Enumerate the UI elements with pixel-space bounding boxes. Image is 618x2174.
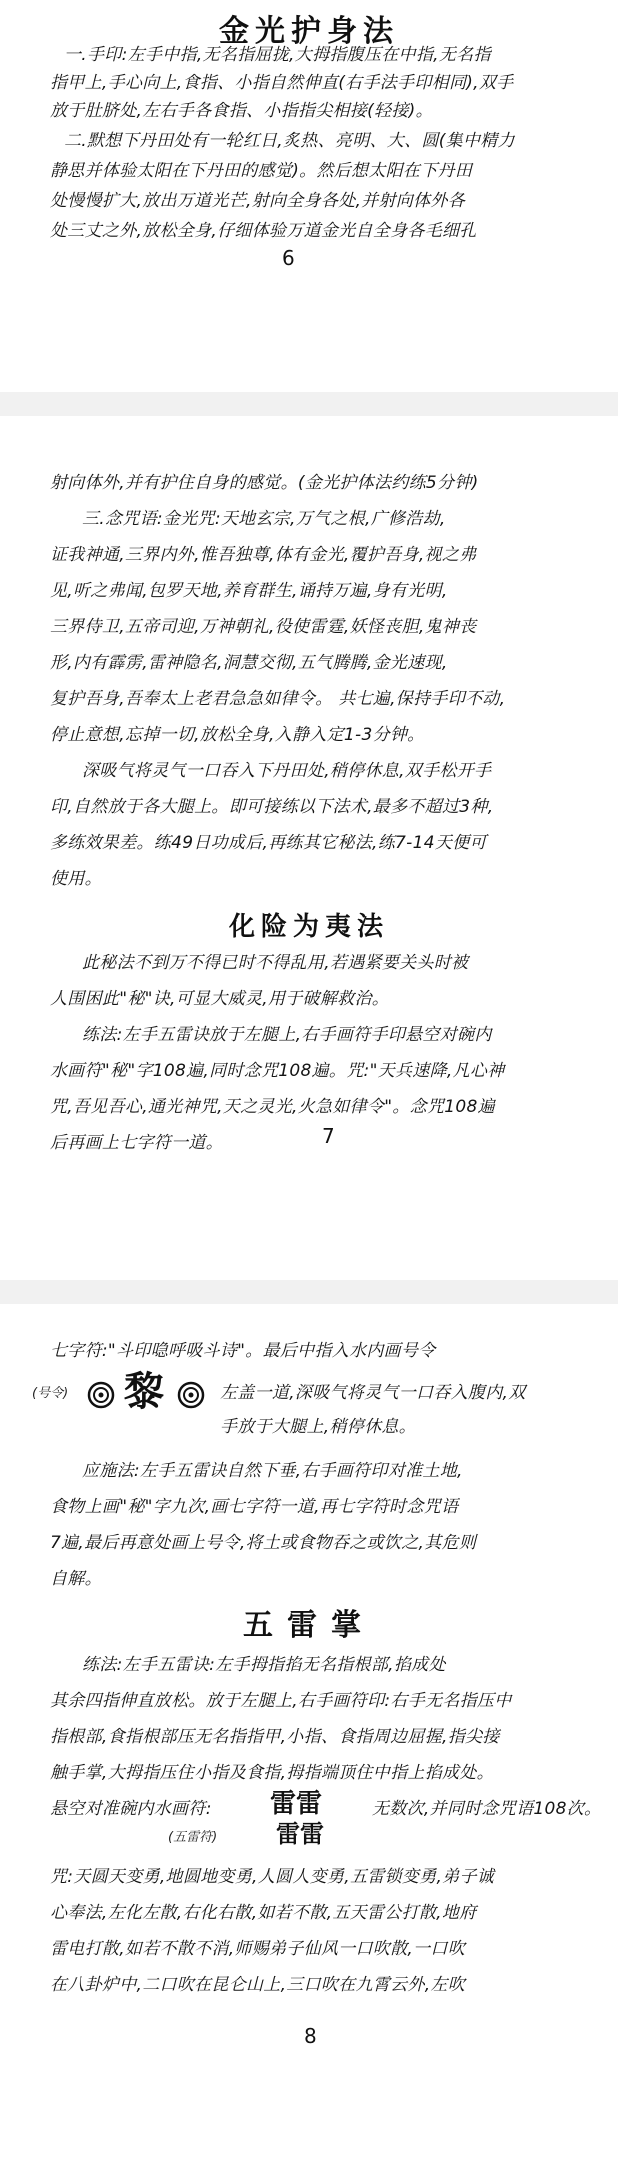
page-8 [0, 1304, 618, 2174]
text-line: 使用。 [50, 869, 102, 889]
text-line: 水画符"秘"字108遍,同时念咒108遍。咒:"天兵速降,凡心神 [50, 1061, 505, 1081]
text-line: 应施法:左手五雷诀自然下垂,右手画符印对准土地, [82, 1461, 463, 1481]
text-line: 指根部,食指根部压无名指指甲,小指、食指周边屈握,指尖接 [50, 1727, 500, 1747]
spiral-seal-icon [176, 1380, 206, 1410]
section-title: 化险为夷法 [228, 912, 389, 942]
text-line: 雷电打散,如若不散不消,师赐弟子仙风一口吹散,一口吹 [50, 1939, 466, 1959]
text-line: 触手掌,大拇指压住小指及食指,拇指端顶住中指上掐成处。 [50, 1763, 494, 1783]
page-number: 6 [282, 246, 295, 270]
text-line: 七字符:"斗印喼呼吸斗诗"。最后中指入水内画号令 [50, 1341, 436, 1361]
text-line: 射向体外,并有护住自身的感觉。(金光护体法约练5分钟) [50, 473, 479, 493]
five-thunder-talisman: 雷雷 [276, 1819, 324, 1848]
section-title: 五雷掌 [243, 1608, 375, 1643]
text-line: 此秘法不到万不得已时不得乱用,若遇紧要关头时被 [82, 953, 469, 973]
text-line: 多练效果差。练49日功成后,再练其它秘法,练7-14天便可 [50, 833, 487, 853]
text-line: 人围困此"秘"诀,可显大威灵,用于破解救治。 [50, 989, 390, 1009]
text-line: 一.手印:左手中指,无名指屈拢,大拇指腹压在中指,无名指 [64, 45, 491, 65]
text-line: 其余四指伸直放松。放于左腿上,右手画符印:右手无名指压中 [50, 1691, 512, 1711]
text-line: 处三丈之外,放松全身,仔细体验万道金光自全身各毛细孔 [50, 221, 477, 241]
text-line: 练法:左手五雷诀放于左腿上,右手画符手印悬空对碗内 [82, 1025, 492, 1045]
text-line: 手放于大腿上,稍停休息。 [220, 1417, 417, 1437]
text-line: 练法:左手五雷诀:左手拇指掐无名指根部,掐成处 [82, 1655, 446, 1675]
text-line: 三.念咒语:金光咒:天地玄宗,万气之根,广修浩劫, [82, 509, 446, 529]
text-line: 形,内有霹雳,雷神隐名,洞慧交彻,五气腾腾,金光速现, [50, 653, 448, 673]
text-line: 后再画上七字符一道。 [50, 1133, 223, 1153]
text-line: 处慢慢扩大,放出万道光芒,射向全身各处,并射向体外各 [50, 191, 466, 211]
text-line: 左盖一道,深吸气将灵气一口吞入腹内,双 [220, 1383, 526, 1403]
text-line: 在八卦炉中,二口吹在昆仑山上,三口吹在九霄云外,左吹 [50, 1975, 466, 1995]
text-line: 证我神通,三界内外,惟吾独尊,体有金光,覆护吾身,视之弗 [50, 545, 477, 565]
page-gap [0, 1280, 618, 1304]
seal-label: (号令) [32, 1386, 69, 1401]
text-line: 自解。 [50, 1569, 102, 1589]
text-line: 食物上画"秘"字九次,画七字符一道,再七字符时念咒语 [50, 1497, 459, 1517]
page-gap [0, 392, 618, 416]
text-line: 心奉法,左化左散,右化右散,如若不散,五天雷公打散,地府 [50, 1903, 477, 1923]
text-line: 二.默想下丹田处有一轮红日,炙热、亮明、大、圆(集中精力 [64, 131, 515, 151]
text-line: 7遍,最后再意处画上号令,将土或食物吞之或饮之,其危则 [50, 1533, 477, 1553]
page-number: 7 [322, 1124, 335, 1148]
page-6 [0, 0, 618, 392]
text-line: 放于肚脐处,左右手各食指、小指指尖相接(轻接)。 [50, 101, 433, 121]
text-line: 见,听之弗闻,包罗天地,养育群生,诵持万遍,身有光明, [50, 581, 448, 601]
text-line: 咒:天圆天变勇,地圆地变勇,人圆人变勇,五雷锁变勇,弟子诚 [50, 1867, 495, 1887]
text-line: 三界侍卫,五帝司迎,万神朝礼,役使雷霆,妖怪丧胆,鬼神丧 [50, 617, 477, 637]
text-line: 深吸气将灵气一口吞入下丹田处,稍停休息,双手松开手 [82, 761, 492, 781]
spiral-seal-icon [86, 1380, 116, 1410]
page-title: 金光护身法 [219, 14, 399, 49]
text-line: 悬空对准碗内水画符: [50, 1799, 212, 1819]
text-line: 复护吾身,吾奉太上老君急急如律令。 共七遍,保持手印不动, [50, 689, 506, 709]
command-talisman: 黎 [124, 1368, 160, 1415]
text-line: 印,自然放于各大腿上。即可接练以下法术,最多不超过3种, [50, 797, 494, 817]
talisman-label: (五雷符) [168, 1830, 218, 1845]
five-thunder-talisman: 雷雷 [270, 1789, 323, 1819]
text-line: 无数次,并同时念咒语108次。 [372, 1799, 602, 1819]
page-7 [0, 416, 618, 1280]
text-line: 指甲上,手心向上,食指、小指自然伸直(右手法手印相同),双手 [50, 73, 514, 93]
text-line: 咒,吾见吾心,通光神咒,天之灵光,火急如律令"。念咒108遍 [50, 1097, 495, 1117]
text-line: 静思并体验太阳在下丹田的感觉)。然后想太阳在下丹田 [50, 161, 473, 181]
text-line: 停止意想,忘掉一切,放松全身,入静入定1-3分钟。 [50, 725, 425, 745]
page-number: 8 [304, 2024, 317, 2048]
